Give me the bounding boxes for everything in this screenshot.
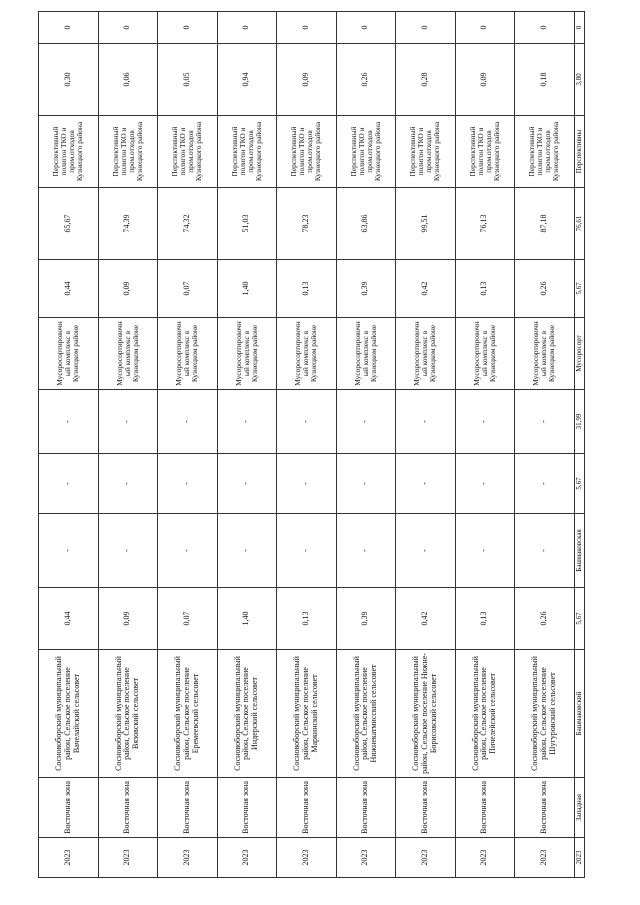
cell-destination-volume: 0,28 [396,44,456,116]
cell-destination: Перспективный полигон ТКО и пром.отходов Кузнецкого района [277,116,337,188]
cell-settlement: Сосновоборский муниципальный район, Сельское поселение Пичелейский сельсовет [455,650,515,778]
cell-volume: 0,44 [39,588,99,650]
cell-destination-volume: 0,94 [217,44,277,116]
cell-year: 2023 [515,838,575,878]
cell-object-percent: 78,23 [277,188,337,260]
cell-zone: Восточная зона [98,778,158,838]
cell-object: Мусоросортировочный комплекс в Кузнецком районе [277,318,337,390]
cell-source-total: - [277,390,337,454]
cell-source-volume: 5,67 [574,454,584,514]
cell-year: 2023 [455,838,515,878]
cell-object-volume: 0,13 [277,260,337,318]
cell-volume: 0,13 [455,588,515,650]
cell-remainder: 0 [455,12,515,44]
cell-source: - [396,514,456,588]
cell-destination-volume: 0,30 [39,44,99,116]
cell-zone: Западная [574,778,584,838]
cell-remainder: 0 [98,12,158,44]
cell-year: 2023 [336,838,396,878]
cell-source: - [217,514,277,588]
cell-source: - [158,514,218,588]
cell-destination: Перспективны [574,116,584,188]
cell-destination: Перспективный полигон ТКО и пром.отходов Кузнецкого района [98,116,158,188]
cell-year: 2023 [39,838,99,878]
cell-remainder: 0 [515,12,575,44]
cell-source-total: - [39,390,99,454]
cell-destination: Перспективный полигон ТКО и пром.отходов Кузнецкого района [515,116,575,188]
cell-settlement: Сосновоборский муниципальный район, Сельское поселение Вязовский сельсовет [98,650,158,778]
cell-source-volume: - [158,454,218,514]
cell-destination: Перспективный полигон ТКО и пром.отходов Кузнецкого района [396,116,456,188]
cell-remainder: 0 [396,12,456,44]
cell-object-percent: 74,32 [158,188,218,260]
cell-zone: Восточная зона [39,778,99,838]
cell-object-percent: 76,13 [455,188,515,260]
cell-volume: 0,09 [98,588,158,650]
cell-object-volume: 0,13 [455,260,515,318]
cell-zone: Восточная зона [158,778,218,838]
cell-volume: 0,42 [396,588,456,650]
cell-source-volume: - [217,454,277,514]
cell-source: - [98,514,158,588]
cell-settlement: Сосновоборский муниципальный район, Сельское поселение Нижнекатмисский сельсовет [336,650,396,778]
rotated-table-container [38,12,600,878]
cell-remainder: 0 [574,12,584,44]
cell-destination-volume: 0,26 [336,44,396,116]
cell-destination: Перспективный полигон ТКО и пром.отходов Кузнецкого района [336,116,396,188]
cell-destination: Перспективный полигон ТКО и пром.отходов Кузнецкого района [158,116,218,188]
cell-object-percent: 99,51 [396,188,456,260]
waste-flow-table [38,11,585,878]
cell-year: 2023 [158,838,218,878]
cell-source: - [277,514,337,588]
cell-source-total: - [515,390,575,454]
cell-source-total: - [217,390,277,454]
cell-source-total: - [455,390,515,454]
cell-settlement: Сосновоборский муниципальный район, Сельское поселение Вачелайский сельсовет [39,650,99,778]
cell-volume: 5,67 [574,588,584,650]
cell-remainder: 0 [158,12,218,44]
cell-source: - [515,514,575,588]
cell-settlement: Сосновоборский муниципальный район, Сельское поселение Шугуровский сельсовет [515,650,575,778]
cell-object-volume: 5,67 [574,260,584,318]
table-body [39,12,585,878]
cell-remainder: 0 [39,12,99,44]
cell-object-percent: 87,18 [515,188,575,260]
cell-source-volume: - [336,454,396,514]
cell-remainder: 0 [336,12,396,44]
cell-destination-volume: 0,09 [277,44,337,116]
cell-year: 2023 [277,838,337,878]
cell-zone: Восточная зона [396,778,456,838]
table-row [277,12,337,878]
cell-object: Мусоросортировочный комплекс в Кузнецком районе [336,318,396,390]
cell-zone: Восточная зона [336,778,396,838]
table-row [158,12,218,878]
cell-source: Башмаковская [574,514,584,588]
cell-settlement: Сосновоборский муниципальный район, Сельское поселение Нижне-Борисовский сельсовет [396,650,456,778]
cell-object: Мусоросортировочный комплекс в Кузнецком районе [217,318,277,390]
cell-volume: 0,39 [336,588,396,650]
table-row [396,12,456,878]
cell-source-volume: - [396,454,456,514]
cell-object: Мусоросорт [574,318,584,390]
cell-year: 2023 [396,838,456,878]
cell-source-total: - [158,390,218,454]
cell-destination-volume: 0,05 [158,44,218,116]
cell-year: 2023 [98,838,158,878]
cell-object: Мусоросортировочный комплекс в Кузнецком районе [39,318,99,390]
cell-destination-volume: 0,18 [515,44,575,116]
cell-zone: Восточная зона [515,778,575,838]
table-row [98,12,158,878]
cell-volume: 0,07 [158,588,218,650]
cell-object-percent: 65,67 [39,188,99,260]
cell-object-volume: 0,44 [39,260,99,318]
cell-destination: Перспективный полигон ТКО и пром.отходов Кузнецкого района [217,116,277,188]
cell-zone: Восточная зона [217,778,277,838]
table-row [217,12,277,878]
cell-object: Мусоросортировочный комплекс в Кузнецком районе [158,318,218,390]
cell-object: Мусоросортировочный комплекс в Кузнецком районе [515,318,575,390]
table-row [39,12,99,878]
cell-destination-volume: 0,06 [98,44,158,116]
cell-object: Мусоросортировочный комплекс в Кузнецком районе [396,318,456,390]
cell-object-volume: 0,07 [158,260,218,318]
cell-settlement: Башмаковский [574,650,584,778]
cell-year: 2023 [217,838,277,878]
cell-object-percent: 51,03 [217,188,277,260]
cell-destination: Перспективный полигон ТКО и пром.отходов Кузнецкого района [39,116,99,188]
cell-source-total: - [396,390,456,454]
cell-source-volume: - [277,454,337,514]
cell-destination-volume: 0,09 [455,44,515,116]
cell-object-volume: 0,42 [396,260,456,318]
cell-source-volume: - [39,454,99,514]
cell-source: - [455,514,515,588]
cell-source-total: 31,99 [574,390,584,454]
cell-destination-volume: 3,80 [574,44,584,116]
cell-source-total: - [98,390,158,454]
cell-year: 2023 [574,838,584,878]
cell-object-volume: 1,40 [217,260,277,318]
cell-source-volume: - [98,454,158,514]
cell-object-percent: 63,86 [336,188,396,260]
cell-volume: 1,40 [217,588,277,650]
table-row [455,12,515,878]
table-row [515,12,575,878]
cell-zone: Восточная зона [455,778,515,838]
cell-volume: 0,13 [277,588,337,650]
cell-settlement: Сосновоборский муниципальный район, Сельское поселение Еремеевский сельсовет [158,650,218,778]
cell-settlement: Сосновоборский муниципальный район, Сельское поселение Маркинский сельсовет [277,650,337,778]
cell-settlement: Сосновоборский муниципальный район, Сельское поселение Индерский сельсовет [217,650,277,778]
cell-destination: Перспективный полигон ТКО и пром.отходов Кузнецкого района [455,116,515,188]
cell-object-percent: 76,61 [574,188,584,260]
cell-volume: 0,26 [515,588,575,650]
table-row [336,12,396,878]
cell-source-volume: - [455,454,515,514]
cell-source: - [336,514,396,588]
cell-object-volume: 0,09 [98,260,158,318]
cell-remainder: 0 [277,12,337,44]
cell-object-percent: 74,39 [98,188,158,260]
cell-source-volume: - [515,454,575,514]
cell-object-volume: 0,26 [515,260,575,318]
cell-zone: Восточная зона [277,778,337,838]
cell-object-volume: 0,39 [336,260,396,318]
cell-source-total: - [336,390,396,454]
table-row [574,12,584,878]
cell-object: Мусоросортировочный комплекс в Кузнецком районе [98,318,158,390]
cell-object: Мусоросортировочный комплекс в Кузнецком районе [455,318,515,390]
cell-remainder: 0 [217,12,277,44]
cell-source: - [39,514,99,588]
